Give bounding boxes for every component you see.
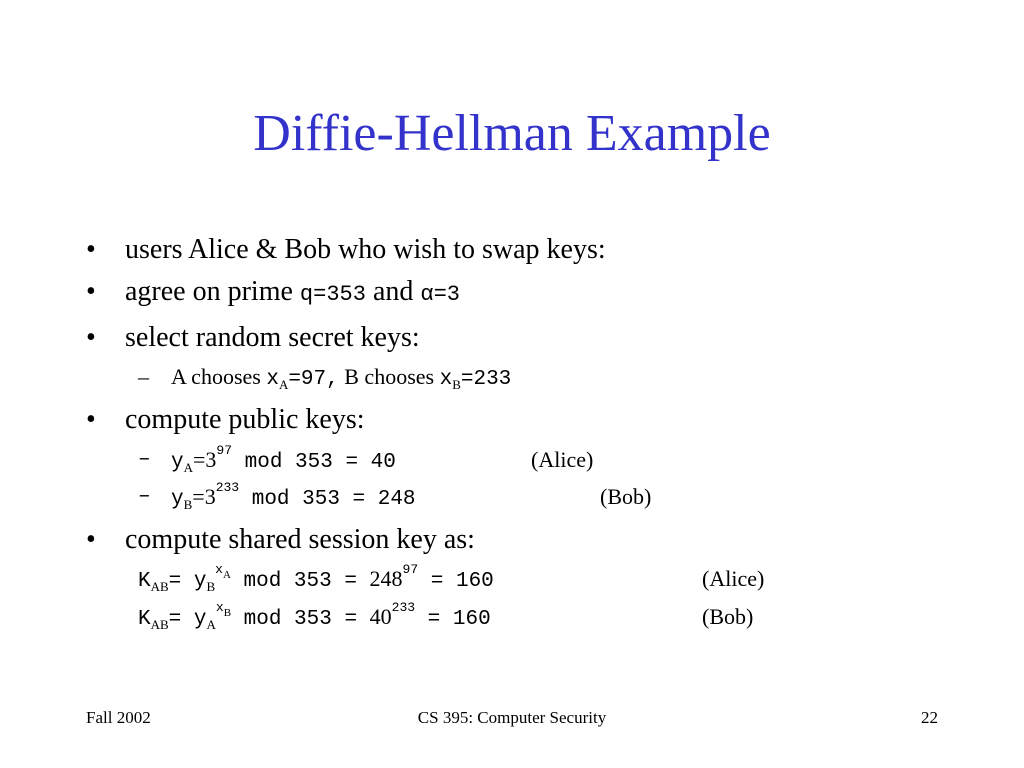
footer-term: Fall 2002 [86, 708, 151, 727]
footer-course: CS 395: Computer Security [417, 708, 607, 727]
dash-glyph: – [138, 364, 149, 389]
var-k: K [138, 570, 151, 593]
var-x: x [439, 368, 453, 391]
party-label: (Bob) [600, 484, 652, 509]
bullet-text: compute public keys: [125, 404, 365, 435]
exponent-var: x [215, 600, 224, 615]
text-fragment: B chooses [338, 364, 440, 389]
bullet-text: compute shared session key as: [125, 524, 475, 555]
var-eq: =3 [193, 447, 217, 472]
subscript: B [183, 497, 193, 512]
generator-value: α=3 [420, 282, 460, 307]
slide-title: Diffie-Hellman Example [253, 105, 771, 162]
subscript: B [206, 579, 216, 594]
subscript: AB [150, 579, 169, 594]
party-label: (Bob) [702, 604, 754, 629]
exponent: 233 [215, 480, 240, 495]
exponent: 97 [216, 443, 233, 458]
bullet-glyph: • [86, 322, 96, 353]
var-x: x [266, 368, 279, 391]
subscript: A [183, 460, 193, 475]
bullet-glyph: • [86, 404, 96, 435]
var-eq: =3 [192, 484, 216, 509]
exponent: 97 [402, 562, 419, 577]
bullet-glyph: • [86, 234, 96, 265]
var-y: y [171, 451, 184, 474]
dash-glyph: – [138, 485, 151, 508]
text-fragment: and [365, 276, 421, 307]
sub-text [171, 443, 594, 477]
result: = 160 [418, 570, 494, 593]
exponent-var: x [215, 562, 223, 577]
base-value: 248 [369, 566, 403, 591]
expr-rest: mod 353 = 248 [239, 488, 416, 511]
var-value: =97, [288, 368, 339, 391]
text-fragment: A chooses [171, 364, 267, 389]
exponent: 233 [391, 600, 416, 615]
footer-page-number: 22 [921, 708, 938, 727]
expr-mod: mod 353 = [231, 608, 370, 631]
shared-key-bob [138, 600, 754, 634]
bullet-glyph: • [86, 524, 96, 555]
subscript: B [452, 377, 461, 392]
var-eq: = y [168, 570, 207, 593]
party-label: (Alice) [702, 566, 765, 591]
text-fragment: agree on prime [125, 276, 300, 307]
subscript: A [206, 617, 216, 632]
prime-value: q=353 [299, 282, 366, 307]
var-eq: = y [168, 608, 207, 631]
expr-mod: mod 353 = [230, 570, 370, 593]
party-label: (Alice) [531, 447, 594, 472]
subscript: A [278, 377, 289, 392]
exponent-subscript: B [223, 607, 232, 619]
dash-glyph: – [138, 448, 151, 471]
sub-text [171, 364, 511, 393]
var-y: y [171, 488, 184, 511]
bullet-glyph: • [86, 276, 96, 307]
bullet-text: select random secret keys: [125, 322, 420, 353]
base-value: 40 [369, 604, 392, 629]
exponent-subscript: A [222, 569, 231, 581]
var-value: =233 [460, 368, 512, 391]
expr-rest: mod 353 = 40 [232, 451, 396, 474]
bullet-text [125, 276, 460, 311]
var-k: K [138, 608, 151, 631]
sub-text [171, 480, 652, 514]
result: = 160 [415, 608, 491, 631]
shared-key-alice [138, 562, 765, 596]
bullet-text: users Alice & Bob who wish to swap keys: [125, 234, 606, 265]
subscript: AB [150, 617, 169, 632]
